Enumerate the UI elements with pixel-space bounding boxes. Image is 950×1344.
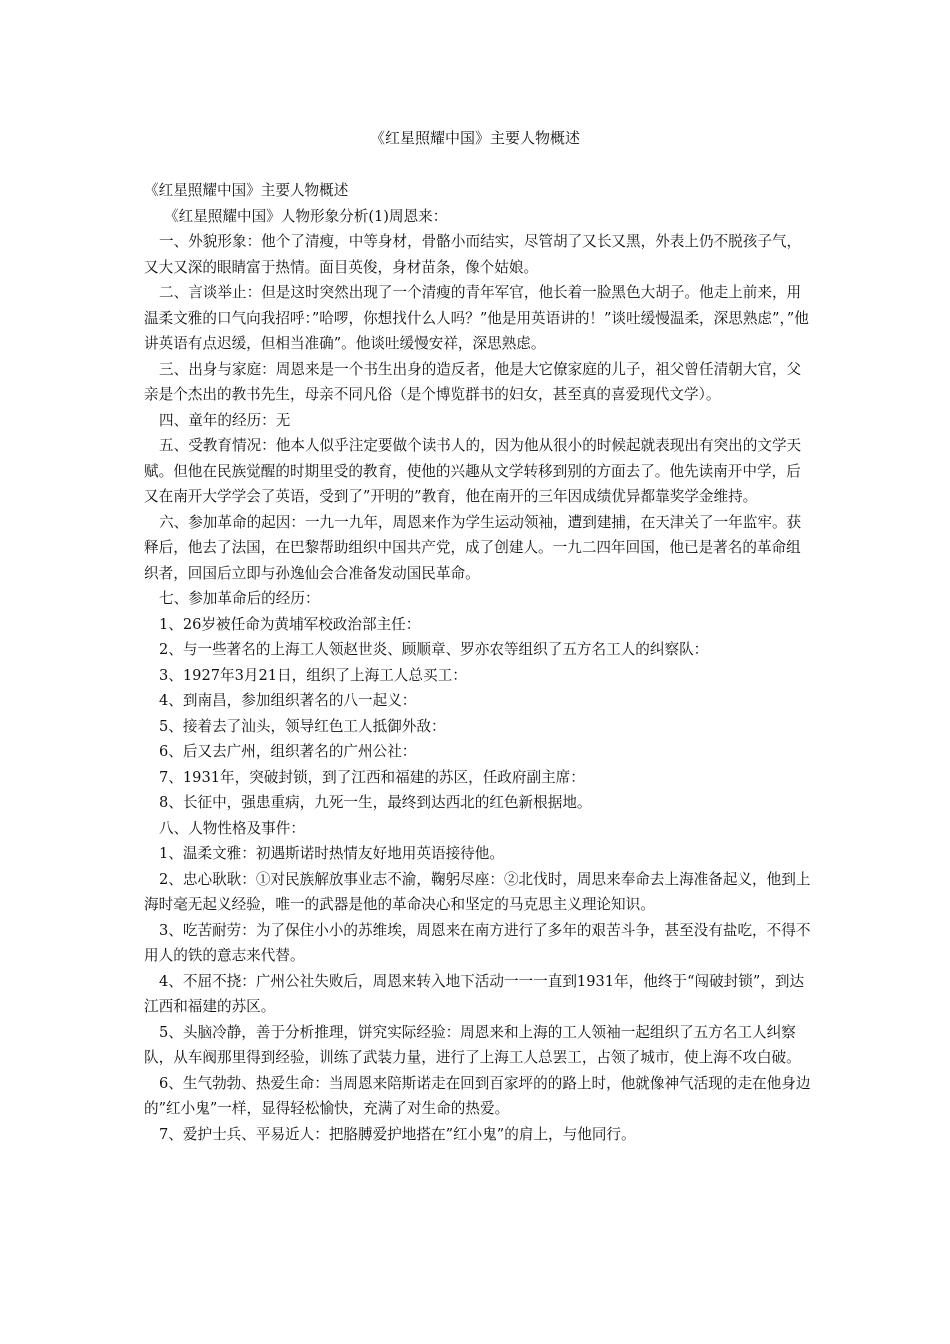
paragraph-revolution-origin: 六、参加革命的起因：一九一九年，周恩来作为学生运动领袖，遭到建捕，在天津关了一年监牢。获释后，他去了法国，在巴黎帮助组织中国共产党，成了创建人。一九二四年回国，他已是著名的革命组织者，回国后立即与孙逸仙会合准备发动国民革命。 — [144, 513, 802, 582]
paragraph-speech: 二、言谈举止：但是这时突然出现了一个清瘦的青年军官，他长着一脸黑色大胡子。他走上前来，用温柔文雅的口气向我招呼：”哈啰，你想找什么人吗？”他是用英语讲的！”谈吐缓慢温柔，深思熟虑”，”他讲英语有点迟缓，但相当准确”。他谈吐缓慢安祥，深思熟虑。 — [144, 284, 809, 352]
list-item: 8、长征中，强患重病，九死一生，最终到达西北的红色新根据地。 — [159, 794, 592, 811]
list-item: 6、生气勃勃、热爱生命：当周恩来陪斯诺走在回到百家坪的的路上时，他就像神气活现的走在他身边的”红小鬼”一样，显得轻松愉快，充满了对生命的热爱。 — [144, 1074, 811, 1117]
list-item: 7、1931年，突破封锁，到了江西和福建的苏区，任政府副主席： — [159, 768, 585, 786]
list-item: 1、26岁被任命为黄埔军校政治部主任： — [159, 615, 421, 633]
section-heading-experience: 七、参加革命后的经历： — [159, 590, 320, 607]
list-item: 2、忠心耿耿：①对民族解放事业志不渝，鞠躬尽座：②北伐时，周思来奉命去上海准备起义，他到上海时毫无起义经验，唯一的武器是他的革命决心和坚定的马克思主义理论知识。 — [144, 870, 811, 913]
character-analysis-heading: 《红星照耀中国》人物形象分析(1)周恩来： — [164, 207, 448, 225]
list-item: 7、爱护士兵、平易近人：把胳膊爱护地搭在”红小鬼”的肩上，与他同行。 — [159, 1125, 636, 1143]
list-item: 5、接着去了汕头，领导红色工人抵御外敌： — [159, 717, 446, 735]
paragraph-education: 五、受教育情况：他本人似乎注定要做个读书人的，因为他从很小的时候起就表现出有突出的文学天赋。但他在民族觉醒的时期里受的教育，使他的兴趣从文学转移到别的方面去了。他先读南开中学，后又在南开大学学会了英语，受到了”开明的”教育，他在南开的三年因成绩优异都靠奖学金维持。 — [144, 437, 802, 505]
list-item: 2、与一些著名的上海工人领赵世炎、顾顺章、罗亦农等组织了五方名工人的纠察队： — [159, 641, 709, 658]
list-item: 4、不屈不挠：广州公社失败后，周恩来转入地下活动一一一直到1931年，他终于“闯破封锁”，到达江西和福建的苏区。 — [144, 972, 805, 1015]
document-title: 《红星照耀中国》主要人物概述 — [369, 129, 580, 147]
paragraph-childhood: 四、童年的经历：无 — [159, 411, 291, 429]
list-item: 4、到南昌，参加组织著名的八一起义： — [159, 692, 417, 709]
list-item: 3、吃苦耐劳：为了保住小小的苏维埃，周恩来在南方进行了多年的艰苦斗争，甚至没有盐吃，不得不用人的铁的意志来代替。 — [144, 921, 811, 964]
paragraph-family: 三、出身与家庭：周恩来是一个书生出身的造反者，他是大它僚家庭的儿子，祖父曾任清朝大官，父亲是个杰出的教书先生，母亲不同凡俗（是个博览群书的妇女，甚至真的喜爱现代文学）。 — [144, 360, 802, 403]
body-heading: 《红星照耀中国》主要人物概述 — [144, 182, 349, 199]
list-item: 3、1927年3月21日，组织了上海工人总买工： — [159, 666, 467, 684]
section-heading-personality: 八、人物性格及事件： — [159, 819, 305, 837]
document-body — [144, 178, 812, 1147]
list-item: 6、后又去广州，组织著名的广州公社： — [159, 743, 417, 760]
list-item: 1、温柔文雅：初遇斯诺时热情友好地用英语接待他。 — [159, 845, 504, 862]
list-item: 5、头脑冷静，善于分析推理，饼究实际经验：周恩来和上海的工人领袖一起组织了五方名工人纠察队，从车阀那里得到经验，训练了武装力量，进行了上海工人总罢工，占领了城市，使上海不攻白破。 — [144, 1023, 801, 1066]
paragraph-appearance: 一、外貌形象：他个了清瘦，中等身材，骨骼小而结实，尽管胡了又长又黑，外表上仍不脱孩子气，又大又深的眼睛富于热情。面目英俊，身材苗条，像个姑娘。 — [144, 233, 802, 276]
